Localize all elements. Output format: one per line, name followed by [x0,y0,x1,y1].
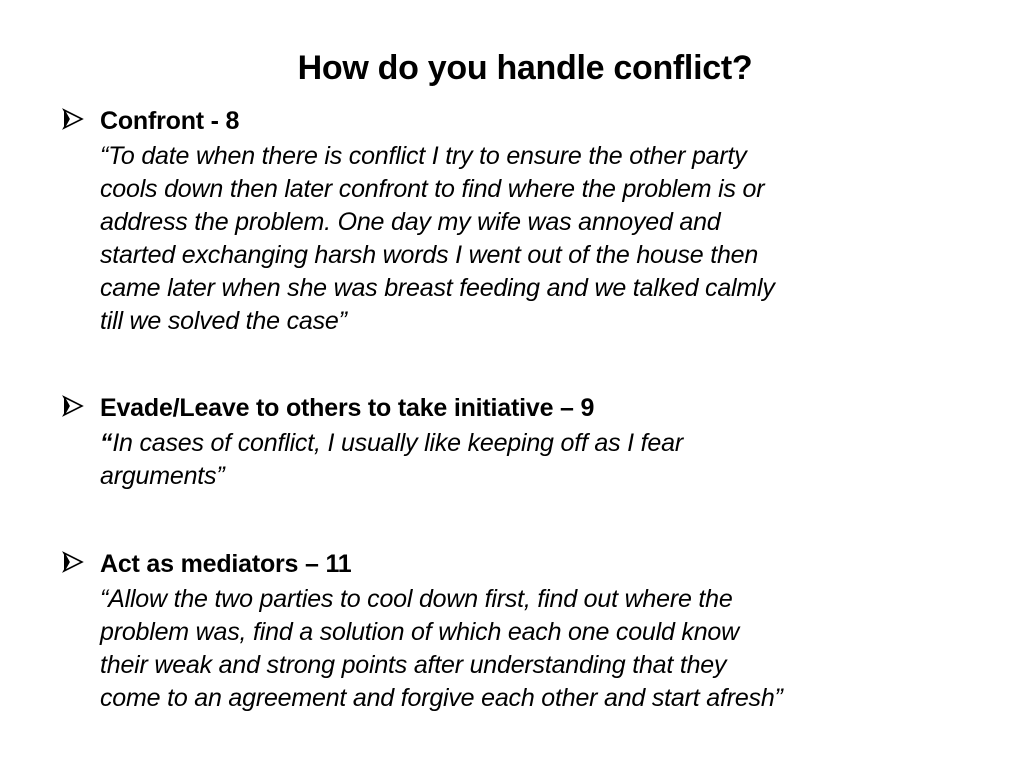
bullet-item-head [62,547,992,581]
bullet-item-quote [100,140,1000,338]
arrow-bullet-icon [62,108,84,130]
bullet-item-label: Act as mediators – 11 [100,550,352,578]
quote-line: came later when she was breast feeding and we talked calmly [100,274,775,302]
quote-line: started exchanging harsh words I went out of the house then [100,241,759,269]
quote-line [100,427,1000,460]
slide-title: How do you handle conflict? [297,49,753,87]
bullet-item-mediators [62,547,992,715]
quote-line: cools down then later confront to find where the problem is or [100,175,765,203]
quote-line: “Allow the two parties to cool down first, find out where the [100,585,733,613]
quote-line: “To date when there is conflict I try to ensure the other party [100,142,747,170]
bullet-item-head [62,391,992,425]
bullet-item-head [62,104,992,138]
bullet-item-label: Confront - 8 [100,107,240,135]
quote-line: address the problem. One day my wife was annoyed and [100,208,721,236]
quote-line: arguments” [100,462,225,490]
arrow-bullet-icon [62,395,84,417]
quote-open-mark: “ [100,429,113,457]
bullet-item-label: Evade/Leave to others to take initiative – 9 [100,394,595,422]
quote-line: come to an agreement and forgive each other and start afresh” [100,684,783,712]
quote-line: problem was, find a solution of which each one could know [100,618,739,646]
bullet-item-evade [62,391,992,493]
bullet-item-quote [100,427,1000,493]
quote-line: their weak and strong points after understanding that they [100,651,727,679]
bullet-item-quote [100,583,1000,715]
bullet-item-confront [62,104,992,338]
quote-line: till we solved the case” [100,307,347,335]
quote-line-text: In cases of conflict, I usually like keeping off as I fear [112,429,683,457]
arrow-bullet-icon [62,551,84,573]
